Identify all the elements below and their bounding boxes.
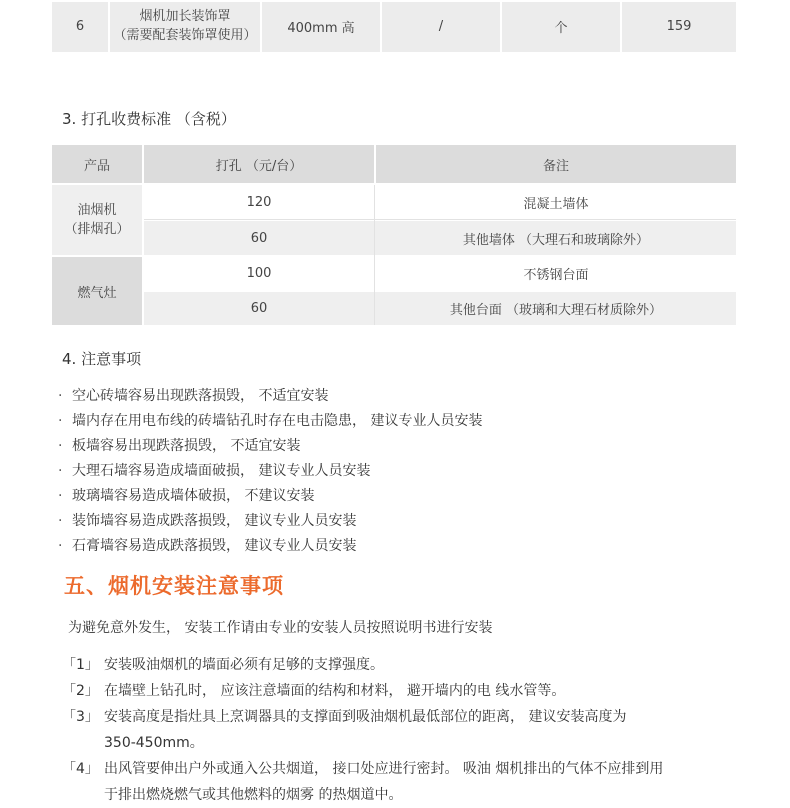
step-text: 出风管要伸出户外或通入公共烟道， 接口处应进行密封。 吸油 烟机排出的气体不应排到用 — [104, 761, 664, 777]
list-item — [58, 509, 482, 534]
list-item-text: 板墙容易出现跌落损毁， 不适宜安装 — [72, 438, 301, 454]
installation-steps — [62, 652, 663, 808]
step-text-continued: 350-450mm。 — [104, 735, 204, 751]
accessory-table — [52, 0, 736, 52]
bullet: · — [58, 413, 63, 429]
header-remark: 备注 — [542, 158, 569, 174]
item-price: 159 — [666, 18, 692, 34]
list-item — [58, 384, 482, 409]
section4-title: 4. 注意事项 — [62, 350, 142, 368]
list-item-text: 装饰墙容易造成跌落损毁， 建议专业人员安装 — [72, 513, 357, 529]
header-product: 产品 — [83, 158, 110, 174]
price-cell: 100 — [246, 266, 272, 281]
bullet: · — [58, 538, 63, 554]
list-item-text: 大理石墙容易造成墙面破损， 建议专业人员安装 — [72, 463, 371, 479]
list-item-text: 石膏墙容易造成跌落损毁， 建议专业人员安装 — [72, 538, 357, 554]
price-cell: 60 — [250, 301, 268, 316]
step-text: 在墙壁上钻孔时， 应该注意墙面的结构和材料， 避开墙内的电 线水管等。 — [104, 683, 566, 699]
price-cell: 60 — [250, 230, 268, 246]
item-name — [110, 0, 260, 52]
step-item — [62, 678, 663, 704]
item-unit: 个 — [554, 20, 568, 36]
item-name-line1: 烟机加长装饰罩 — [139, 9, 231, 24]
remark-cell: 不锈钢台面 — [523, 268, 589, 283]
step-item — [62, 652, 663, 678]
section5-title: 五、烟机安装注意事项 — [64, 574, 284, 598]
step-index: 「2」 — [62, 683, 99, 699]
column-divider — [374, 185, 375, 325]
step-item — [62, 704, 663, 756]
item-name-line2: （需要配套装饰罩使用） — [113, 28, 257, 43]
list-item — [58, 459, 482, 484]
precautions-list — [58, 384, 482, 559]
bullet: · — [58, 438, 63, 454]
section3-title: 3. 打孔收费标准 （含税） — [62, 110, 236, 128]
bullet: · — [58, 463, 63, 479]
step-item — [62, 756, 663, 808]
list-item — [58, 409, 482, 434]
remark-cell: 其他台面 （玻璃和大理石材质除外） — [449, 303, 663, 318]
row-divider — [144, 219, 736, 220]
step-index: 「3」 — [62, 709, 99, 725]
product-gas-stove: 燃气灶 — [77, 285, 117, 301]
list-item — [58, 534, 482, 559]
step-text: 安装吸油烟机的墙面必须有足够的支撑强度。 — [104, 657, 384, 673]
price-cell: 120 — [246, 194, 272, 210]
row-number: 6 — [75, 18, 85, 34]
list-item-text: 墙内存在用电布线的砖墙钻孔时存在电击隐患， 建议专业人员安装 — [72, 413, 483, 429]
item-slash: / — [438, 18, 444, 34]
drilling-fee-table — [52, 145, 736, 325]
list-item-text: 空心砖墙容易出现跌落损毁， 不适宜安装 — [72, 388, 329, 404]
list-item — [58, 434, 482, 459]
list-item — [58, 484, 482, 509]
step-index: 「4」 — [62, 761, 99, 777]
product-subtitle: （排烟孔） — [64, 222, 130, 237]
product-name: 油烟机 — [77, 203, 117, 218]
remark-cell: 混凝土墙体 — [523, 196, 589, 212]
remark-cell: 其他墙体 （大理石和玻璃除外） — [462, 232, 650, 248]
step-text-continued: 于排出燃烧燃气或其他燃料的烟雾 的热烟道中。 — [104, 787, 403, 803]
bullet: · — [58, 513, 63, 529]
product-range-hood — [52, 185, 142, 255]
step-text: 安装高度是指灶具上烹调器具的支撑面到吸油烟机最低部位的距离， 建议安装高度为 — [104, 709, 627, 725]
header-drilling: 打孔 （元/台） — [215, 158, 303, 174]
bullet: · — [58, 388, 63, 404]
section5-intro: 为避免意外发生， 安装工作请由专业的安装人员按照说明书进行安装 — [68, 620, 493, 636]
item-size: 400mm 高 — [287, 20, 355, 36]
bullet: · — [58, 488, 63, 504]
list-item-text: 玻璃墙容易造成墙体破损， 不建议安装 — [72, 488, 315, 504]
step-index: 「1」 — [62, 657, 99, 673]
